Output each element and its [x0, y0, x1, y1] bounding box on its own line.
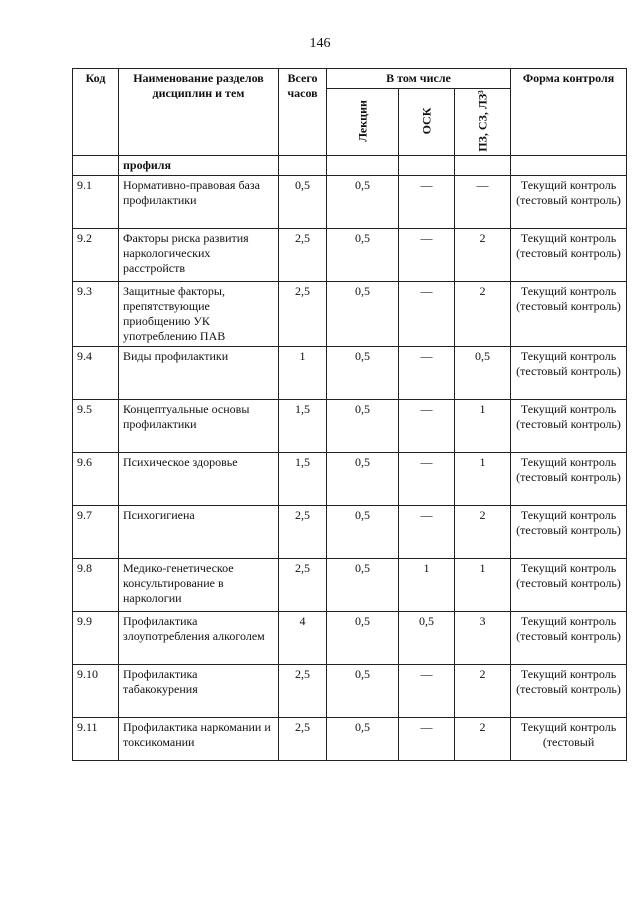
cell-total: 2,5	[279, 506, 327, 559]
cell-total: 2,5	[279, 229, 327, 282]
cell-control: Текущий контроль (тестовый	[511, 718, 627, 761]
cell-pz: 2	[455, 229, 511, 282]
cell-pz: 2	[455, 718, 511, 761]
cell-total: 2,5	[279, 282, 327, 347]
cell-pz: —	[455, 176, 511, 229]
header-osk: ОСК	[419, 107, 433, 135]
cell-control: Текущий контроль (тестовый контроль)	[511, 506, 627, 559]
cell-total: 1,5	[279, 400, 327, 453]
section-empty-control	[511, 156, 627, 176]
cell-name: Виды профилактики	[119, 347, 279, 400]
cell-osk: —	[399, 347, 455, 400]
header-pz: ПЗ, СЗ, ЛЗ³	[475, 90, 490, 152]
section-row	[73, 156, 627, 176]
header-code: Код	[73, 69, 119, 156]
cell-name: Медико-генетическое консультирование в наркологии	[119, 559, 279, 612]
cell-name: Нормативно-правовая база профилактики	[119, 176, 279, 229]
cell-total: 1	[279, 347, 327, 400]
cell-pz: 2	[455, 506, 511, 559]
cell-control: Текущий контроль (тестовый контроль)	[511, 665, 627, 718]
cell-control: Текущий контроль (тестовый контроль)	[511, 176, 627, 229]
cell-name: Психическое здоровье	[119, 453, 279, 506]
table-row	[73, 347, 627, 400]
section-empty-osk	[399, 156, 455, 176]
cell-pz: 1	[455, 559, 511, 612]
cell-control: Текущий контроль (тестовый контроль)	[511, 612, 627, 665]
cell-name: Концептуальные основы профилактики	[119, 400, 279, 453]
cell-name: Психогигиена	[119, 506, 279, 559]
cell-osk: 1	[399, 559, 455, 612]
cell-osk: —	[399, 506, 455, 559]
header-osk-cell	[399, 89, 455, 156]
section-empty-code	[73, 156, 119, 176]
cell-total: 2,5	[279, 718, 327, 761]
table-row	[73, 559, 627, 612]
cell-control: Текущий контроль (тестовый контроль)	[511, 282, 627, 347]
cell-lectures: 0,5	[327, 718, 399, 761]
table-row	[73, 229, 627, 282]
table-row	[73, 400, 627, 453]
cell-total: 2,5	[279, 665, 327, 718]
table-row	[73, 612, 627, 665]
cell-pz: 3	[455, 612, 511, 665]
cell-lectures: 0,5	[327, 229, 399, 282]
cell-control: Текущий контроль (тестовый контроль)	[511, 559, 627, 612]
section-empty-lectures	[327, 156, 399, 176]
cell-control: Текущий контроль (тестовый контроль)	[511, 347, 627, 400]
cell-total: 1,5	[279, 453, 327, 506]
header-lectures-cell	[327, 89, 399, 156]
cell-lectures: 0,5	[327, 347, 399, 400]
cell-control: Текущий контроль (тестовый контроль)	[511, 229, 627, 282]
cell-osk: 0,5	[399, 612, 455, 665]
cell-total: 4	[279, 612, 327, 665]
cell-name: Профилактика злоупотребления алкоголем	[119, 612, 279, 665]
cell-lectures: 0,5	[327, 612, 399, 665]
cell-name: Защитные факторы, препятствующие приобщению УК употреблению ПАВ	[119, 282, 279, 347]
cell-lectures: 0,5	[327, 176, 399, 229]
cell-pz: 2	[455, 282, 511, 347]
cell-pz: 1	[455, 400, 511, 453]
cell-osk: —	[399, 176, 455, 229]
section-empty-pz	[455, 156, 511, 176]
page-number: 146	[309, 36, 331, 51]
cell-code: 9.4	[73, 347, 119, 400]
cell-code: 9.6	[73, 453, 119, 506]
header-pz-cell	[455, 89, 511, 156]
curriculum-table	[72, 68, 627, 761]
cell-osk: —	[399, 282, 455, 347]
cell-lectures: 0,5	[327, 282, 399, 347]
cell-name: Профилактика табакокурения	[119, 665, 279, 718]
cell-code: 9.1	[73, 176, 119, 229]
table-row	[73, 665, 627, 718]
cell-lectures: 0,5	[327, 400, 399, 453]
table-row	[73, 282, 627, 347]
cell-total: 2,5	[279, 559, 327, 612]
cell-code: 9.10	[73, 665, 119, 718]
cell-osk: —	[399, 718, 455, 761]
cell-lectures: 0,5	[327, 559, 399, 612]
cell-lectures: 0,5	[327, 665, 399, 718]
header-control: Форма контроля	[511, 69, 627, 156]
cell-pz: 1	[455, 453, 511, 506]
cell-osk: —	[399, 400, 455, 453]
header-row	[73, 69, 627, 89]
header-total: Всего часов	[279, 69, 327, 156]
cell-lectures: 0,5	[327, 453, 399, 506]
cell-code: 9.2	[73, 229, 119, 282]
cell-code: 9.9	[73, 612, 119, 665]
cell-total: 0,5	[279, 176, 327, 229]
cell-code: 9.3	[73, 282, 119, 347]
cell-control: Текущий контроль (тестовый контроль)	[511, 453, 627, 506]
table-row	[73, 176, 627, 229]
section-label: профиля	[119, 156, 279, 176]
cell-code: 9.11	[73, 718, 119, 761]
table-row	[73, 506, 627, 559]
header-lectures: Лекции	[355, 100, 369, 142]
cell-code: 9.8	[73, 559, 119, 612]
cell-pz: 0,5	[455, 347, 511, 400]
cell-osk: —	[399, 453, 455, 506]
section-empty-total	[279, 156, 327, 176]
cell-lectures: 0,5	[327, 506, 399, 559]
cell-name: Факторы риска развития наркологических расстройств	[119, 229, 279, 282]
header-name: Наименование разделов дисциплин и тем	[119, 69, 279, 156]
table-row	[73, 453, 627, 506]
cell-osk: —	[399, 665, 455, 718]
cell-name: Профилактика наркомании и токсикомании	[119, 718, 279, 761]
cell-code: 9.7	[73, 506, 119, 559]
cell-control: Текущий контроль (тестовый контроль)	[511, 400, 627, 453]
cell-pz: 2	[455, 665, 511, 718]
table-row	[73, 718, 627, 761]
cell-osk: —	[399, 229, 455, 282]
cell-code: 9.5	[73, 400, 119, 453]
header-including: В том числе	[327, 69, 511, 89]
